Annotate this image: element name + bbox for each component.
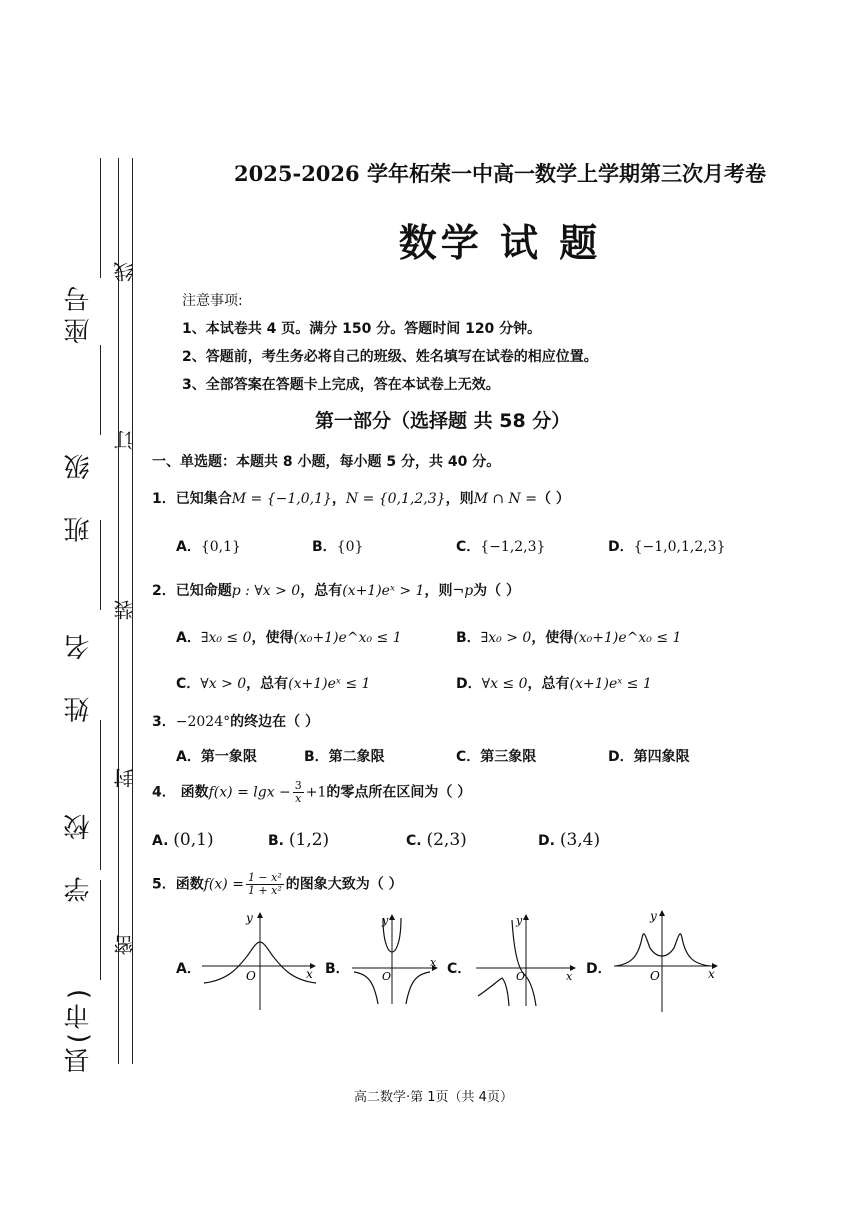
part1-heading: 第一部分（选择题 共 58 分） <box>315 410 571 432</box>
seal-char-line: 线 <box>113 262 137 282</box>
seal-char-seal: 封 <box>113 768 137 788</box>
seal-char-bind: 订 <box>113 430 137 450</box>
question-5-stem: 5．函数f(x) = $\frac{\text{1 − x²}}{\text{1 + x²}}$ 的图象大致为（ ） <box>152 871 403 897</box>
field-county-label: 县(市) <box>64 985 94 1074</box>
q1-option-a[interactable]: A．{0,1} <box>176 539 241 555</box>
question-4-stem: 4． 函数f(x) = lgx − $\frac{3}{x}$ +1的零点所在区间为（ ） <box>152 779 472 805</box>
q2-option-c[interactable]: C．∀x > 0，总有(x+1)eˣ ≤ 1 <box>176 676 371 692</box>
q5-graph-b <box>350 912 442 1006</box>
q5-option-c[interactable]: C． <box>447 961 472 977</box>
field-school-label: 学 校 <box>64 800 94 903</box>
q4-option-b[interactable]: B. (1,2) <box>268 830 330 850</box>
q4-fraction: $\frac{3}{x}$ <box>294 779 302 805</box>
q5-graph-a <box>200 910 318 1012</box>
q4-option-d[interactable]: D. (3,4) <box>538 830 601 850</box>
q2-option-d[interactable]: D．∀x ≤ 0，总有(x+1)eˣ ≤ 1 <box>456 676 652 692</box>
question-1-stem: 1．已知集合M = {−1,0,1}，N = {0,1,2,3}，则M ∩ N =（ ） <box>152 491 570 507</box>
graph-c-y-label: y <box>516 914 523 927</box>
q3-option-a[interactable]: A．第一象限 <box>176 749 257 765</box>
exam-subtitle: 2025-2026 学年柘荣一中高一数学上学期第三次月考卷 <box>234 161 766 186</box>
graph-d-origin-label: O <box>650 969 660 983</box>
q4-option-c[interactable]: C. (2,3) <box>406 830 467 850</box>
note-item-2: 2、答题前，考生务必将自己的班级、姓名填写在试卷的相应位置。 <box>182 349 598 365</box>
q3-option-d[interactable]: D．第四象限 <box>608 749 690 765</box>
graph-a-origin-label: O <box>246 969 256 983</box>
note-item-3: 3、全部答案在答题卡上完成，答在本试卷上无效。 <box>182 377 500 393</box>
q5-graph-d <box>612 908 722 1014</box>
q5-graph-c <box>474 912 580 1008</box>
seal-char-secret: 密 <box>113 935 137 955</box>
notes-heading: 注意事项: <box>182 293 243 309</box>
note-item-1: 1、本试卷共 4 页。满分 150 分。答题时间 120 分钟。 <box>182 321 542 337</box>
graph-b-y-label: y <box>382 914 389 927</box>
field-seat-underline <box>100 158 101 278</box>
q3-option-c[interactable]: C．第三象限 <box>456 749 537 765</box>
graph-c-x-label: x <box>566 970 573 983</box>
q1-option-d[interactable]: D．{−1,0,1,2,3} <box>608 539 726 555</box>
question-2-stem: 2．已知命题p : ∀x > 0，总有(x+1)eˣ > 1，则¬p为（ ） <box>152 583 521 599</box>
q1-option-b[interactable]: B．{0} <box>312 539 364 555</box>
field-class-underline <box>100 345 101 435</box>
graph-b-x-label: x <box>430 956 437 969</box>
field-county-underline <box>100 880 101 980</box>
field-class-label: 班 级 <box>64 440 94 543</box>
graph-d-x-label: x <box>708 967 715 981</box>
graph-a-x-label: x <box>306 967 313 981</box>
q5-fraction: $\frac{\text{1 − x²}}{\text{1 + x²}}$ <box>247 871 282 897</box>
graph-a-y-label: y <box>246 911 253 925</box>
q5-option-d[interactable]: D． <box>586 961 612 977</box>
seal-char-pack: 装 <box>113 600 137 620</box>
graph-d-y-label: y <box>650 909 657 923</box>
field-school-underline <box>100 720 101 870</box>
section-heading: 一、单选题：本题共 8 小题，每小题 5 分，共 40 分。 <box>152 454 501 470</box>
field-name-label: 姓 名 <box>64 620 94 723</box>
q3-option-b[interactable]: B．第二象限 <box>304 749 385 765</box>
q2-option-a[interactable]: A．∃x₀ ≤ 0，使得(x₀+1)e^x₀ ≤ 1 <box>176 630 402 646</box>
graph-c-origin-label: O <box>516 970 526 983</box>
graph-b-origin-label: O <box>382 970 392 983</box>
page-footer: 高二数学·第 1页（共 4页） <box>354 1090 513 1105</box>
field-name-underline <box>100 520 101 610</box>
q5-option-a[interactable]: A． <box>176 961 201 977</box>
q2-option-b[interactable]: B．∃x₀ > 0，使得(x₀+1)e^x₀ ≤ 1 <box>456 630 682 646</box>
q1-option-c[interactable]: C．{−1,2,3} <box>456 539 546 555</box>
question-3-stem: 3．−2024°的终边在（ ） <box>152 714 319 730</box>
exam-title: 数学 试 题 <box>398 221 602 265</box>
field-seat-label: 座号 <box>64 280 94 344</box>
q5-option-b[interactable]: B． <box>325 961 350 977</box>
q4-option-a[interactable]: A. (0,1) <box>152 830 214 850</box>
